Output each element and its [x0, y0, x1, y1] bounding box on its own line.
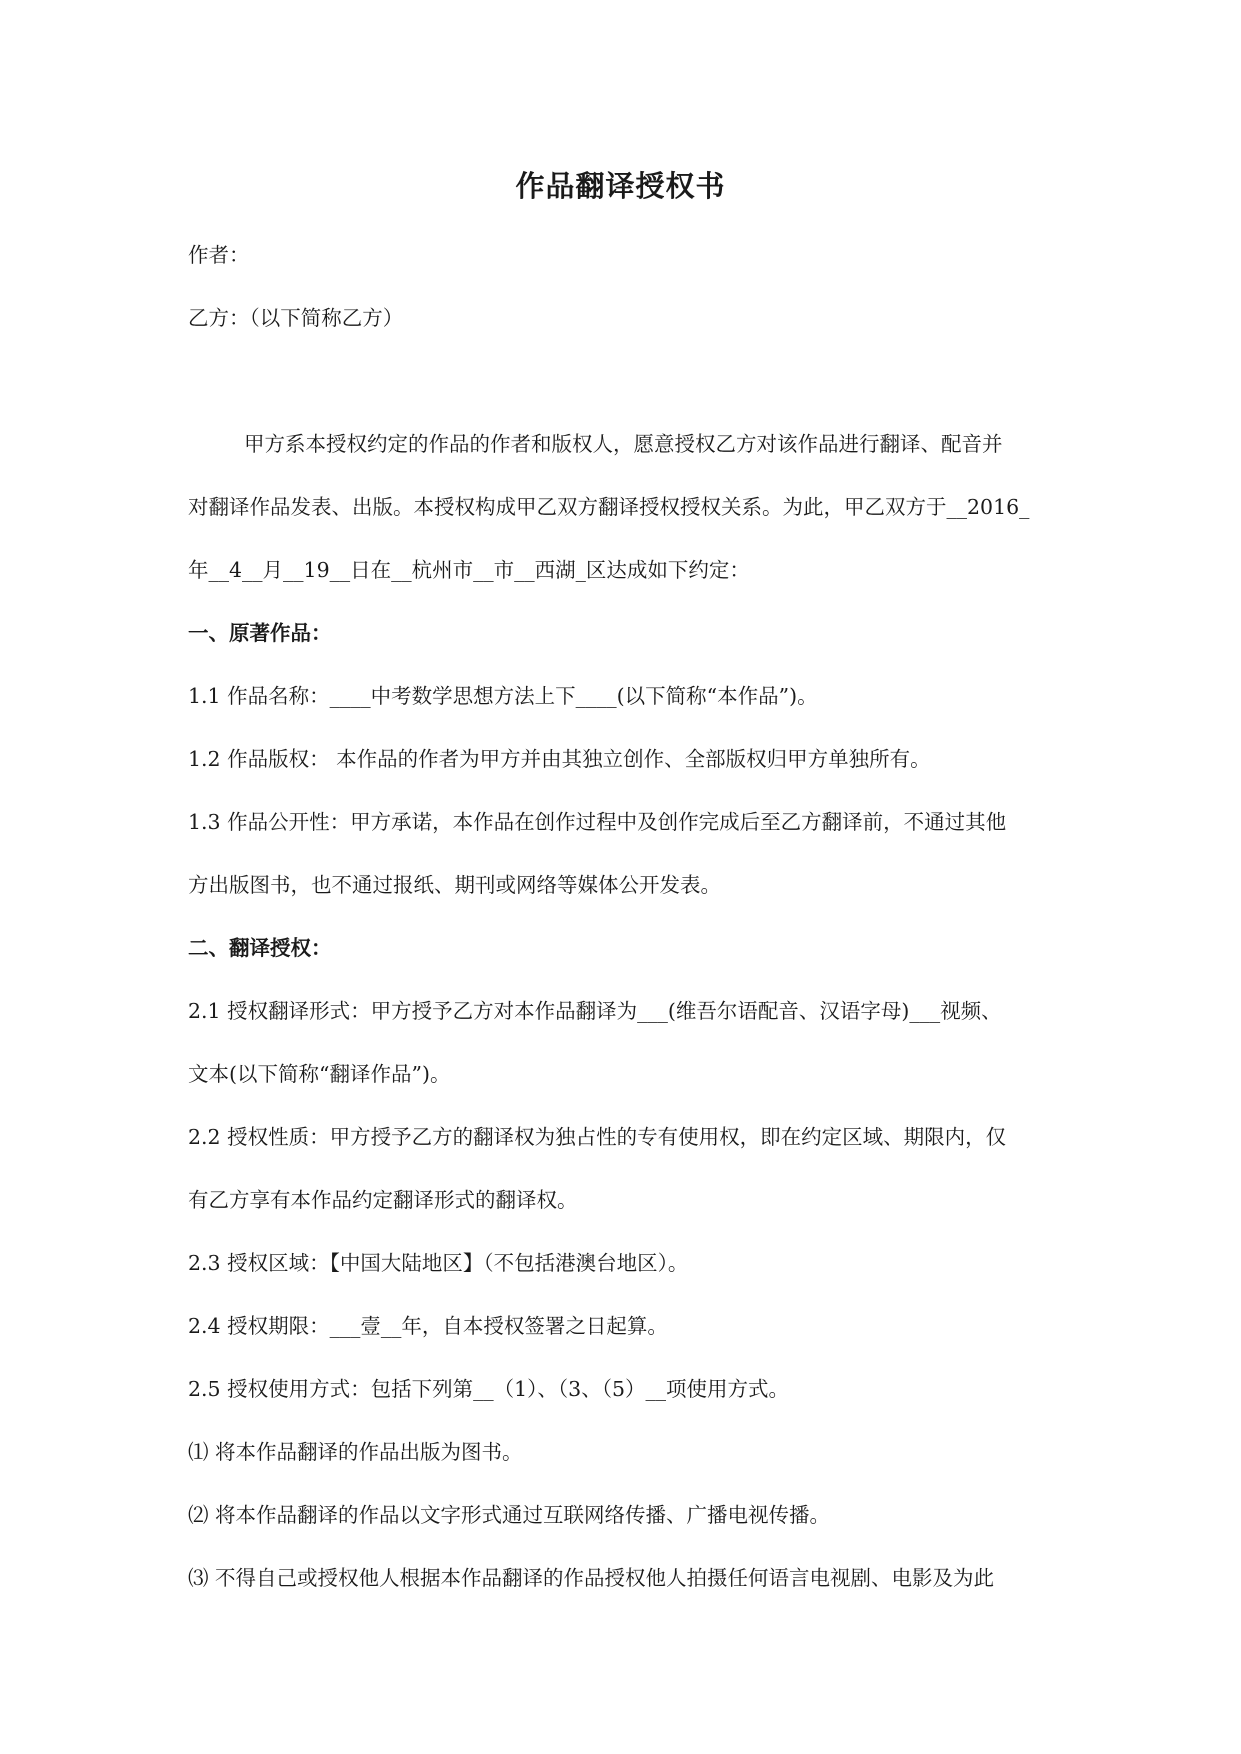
clause-1-3-line-1: 1.3 作品公开性：甲方承诺，本作品在创作过程中及创作完成后至乙方翻译前，不通过其他: [188, 810, 1007, 834]
usage-item-1: ⑴ 将本作品翻译的作品出版为图书。: [188, 1440, 523, 1464]
clause-1-3-line-2: 方出版图书，也不通过报纸、期刊或网络等媒体公开发表。: [188, 873, 721, 897]
clause-2-3: 2.3 授权区域：【中国大陆地区】（不包括港澳台地区）。: [188, 1251, 689, 1275]
clause-2-1-line-2: 文本(以下简称“翻译作品”)。: [188, 1062, 451, 1086]
intro-paragraph-line-1: 甲方系本授权约定的作品的作者和版权人，愿意授权乙方对该作品进行翻译、配音并: [244, 432, 1003, 456]
author-line: 作者：: [188, 243, 250, 267]
clause-1-1: 1.1 作品名称：____中考数学思想方法上下____(以下简称“本作品”)。: [188, 684, 818, 708]
clause-2-5: 2.5 授权使用方式：包括下列第__（1）、（3、（5）__项使用方式。: [188, 1377, 789, 1401]
clause-2-2-line-2: 有乙方享有本作品约定翻译形式的翻译权。: [188, 1188, 578, 1212]
intro-paragraph-line-2: 对翻译作品发表、出版。本授权构成甲乙双方翻译授权授权关系。为此，甲乙双方于__2016_: [188, 495, 1030, 519]
usage-item-2: ⑵ 将本作品翻译的作品以文字形式通过互联网络传播、广播电视传播。: [188, 1503, 831, 1527]
section-heading-original-work: 一、原著作品：: [188, 621, 332, 645]
clause-2-2-line-1: 2.2 授权性质：甲方授予乙方的翻译权为独占性的专有使用权，即在约定区域、期限内，仅: [188, 1125, 1007, 1149]
clause-2-1-line-1: 2.1 授权翻译形式：甲方授予乙方对本作品翻译为___(维吾尔语配音、汉语字母)___视频、: [188, 999, 1002, 1023]
usage-item-3: ⑶ 不得自己或授权他人根据本作品翻译的作品授权他人拍摄任何语言电视剧、电影及为此: [188, 1566, 995, 1590]
clause-1-2: 1.2 作品版权： 本作品的作者为甲方并由其独立创作、全部版权归甲方单独所有。: [188, 747, 931, 771]
document-title: 作品翻译授权书: [515, 169, 726, 203]
section-heading-translation-authorization: 二、翻译授权：: [188, 936, 332, 960]
intro-paragraph-line-3: 年__4__月__19__日在__杭州市__市__西湖_区达成如下约定：: [188, 558, 750, 582]
party-b-line: 乙方：（以下简称乙方）: [188, 306, 404, 330]
clause-2-4: 2.4 授权期限：___壹__年，自本授权签署之日起算。: [188, 1314, 668, 1338]
